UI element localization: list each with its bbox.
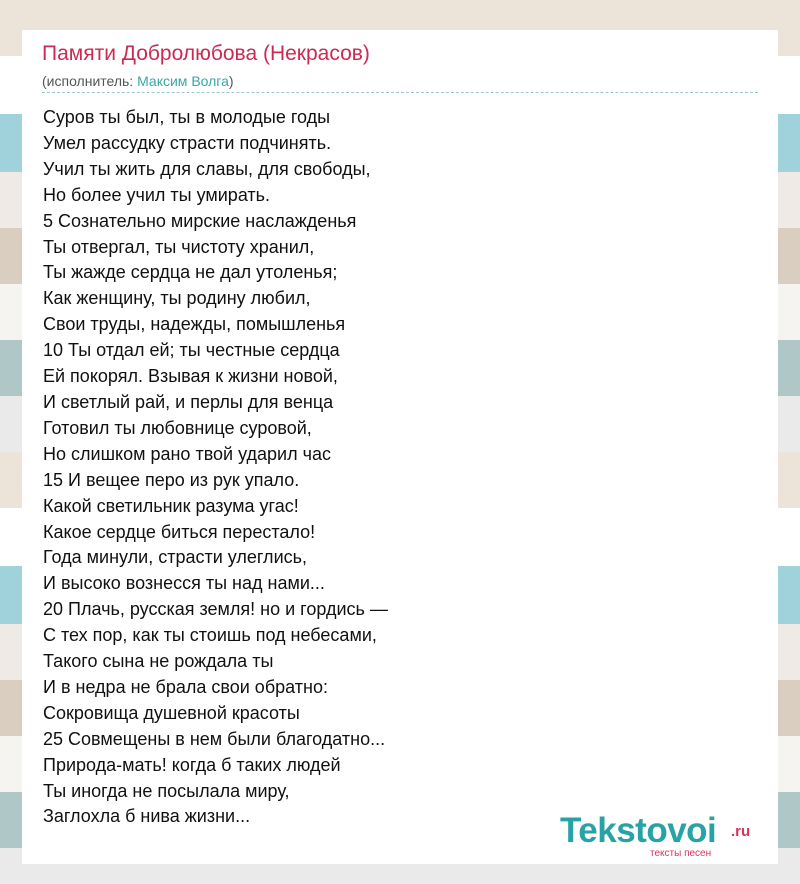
logo-wordmark: Tekstovoi xyxy=(560,811,717,850)
lyric-line: Как женщину, ты родину любил, xyxy=(43,288,311,309)
lyric-line: Свои труды, надежды, помышленья xyxy=(43,314,346,335)
performer-suffix: ) xyxy=(228,73,234,89)
artist-link[interactable]: Максим Волга xyxy=(137,73,229,89)
lyric-line: И в недра не брала свои обратно: xyxy=(43,676,328,697)
lyric-line: Природа-мать! когда б таких людей xyxy=(43,754,341,775)
song-title: Памяти Добролюбова (Некрасов) xyxy=(42,42,370,65)
dashed-divider xyxy=(42,92,758,93)
logo-domain: .ru xyxy=(731,823,751,840)
site-logo[interactable] xyxy=(560,811,770,861)
lyric-line: 5 Сознательно мирские наслажденья xyxy=(43,210,357,231)
lyric-line: 20 Плачь, русская земля! но и гордись — xyxy=(43,599,388,620)
lyric-line: Года минули, страсти улеглись, xyxy=(43,547,307,568)
lyric-line: И высоко вознесся ты над нами... xyxy=(43,573,325,594)
lyric-line: И светлый рай, и перлы для венца xyxy=(43,391,334,412)
lyric-line: Ты жажде сердца не дал утоленья; xyxy=(43,262,338,283)
lyric-line: Сокровища душевной красоты xyxy=(43,702,300,723)
lyric-line: 10 Ты отдал ей; ты честные сердца xyxy=(43,340,340,361)
performer-prefix: (исполнитель: xyxy=(42,73,138,89)
lyrics-card xyxy=(22,30,778,864)
lyric-line: Но более учил ты умирать. xyxy=(43,184,271,205)
lyric-line: Какое сердце биться перестало! xyxy=(43,521,316,542)
lyric-line: Умел рассудку страсти подчинять. xyxy=(43,132,332,153)
performer-line xyxy=(42,73,234,89)
lyric-line: Ты отвергал, ты чистоту хранил, xyxy=(43,236,315,257)
lyric-line: Какой светильник разума угас! xyxy=(43,495,299,516)
lyric-line: Ей покорял. Взывая к жизни новой, xyxy=(43,366,338,387)
lyric-line: Ты иногда не посылала миру, xyxy=(43,780,290,801)
lyric-line: Готовил ты любовнице суровой, xyxy=(43,417,312,438)
lyric-line: Учил ты жить для славы, для свободы, xyxy=(43,158,371,179)
lyric-line: Суров ты был, ты в молодые годы xyxy=(43,107,331,127)
lyric-line: С тех пор, как ты стоишь под небесами, xyxy=(43,625,377,646)
lyric-line: Такого сына не рождала ты xyxy=(43,651,274,672)
lyrics-text xyxy=(43,105,388,830)
lyric-line: 25 Совмещены в нем были благодатно... xyxy=(43,728,386,749)
lyric-line: 15 И вещее перо из рук упало. xyxy=(43,469,300,490)
lyric-line: Но слишком рано твой ударил час xyxy=(43,443,331,464)
lyric-line: Заглохла б нива жизни... xyxy=(43,806,251,827)
logo-tagline: тексты песен xyxy=(650,848,712,859)
